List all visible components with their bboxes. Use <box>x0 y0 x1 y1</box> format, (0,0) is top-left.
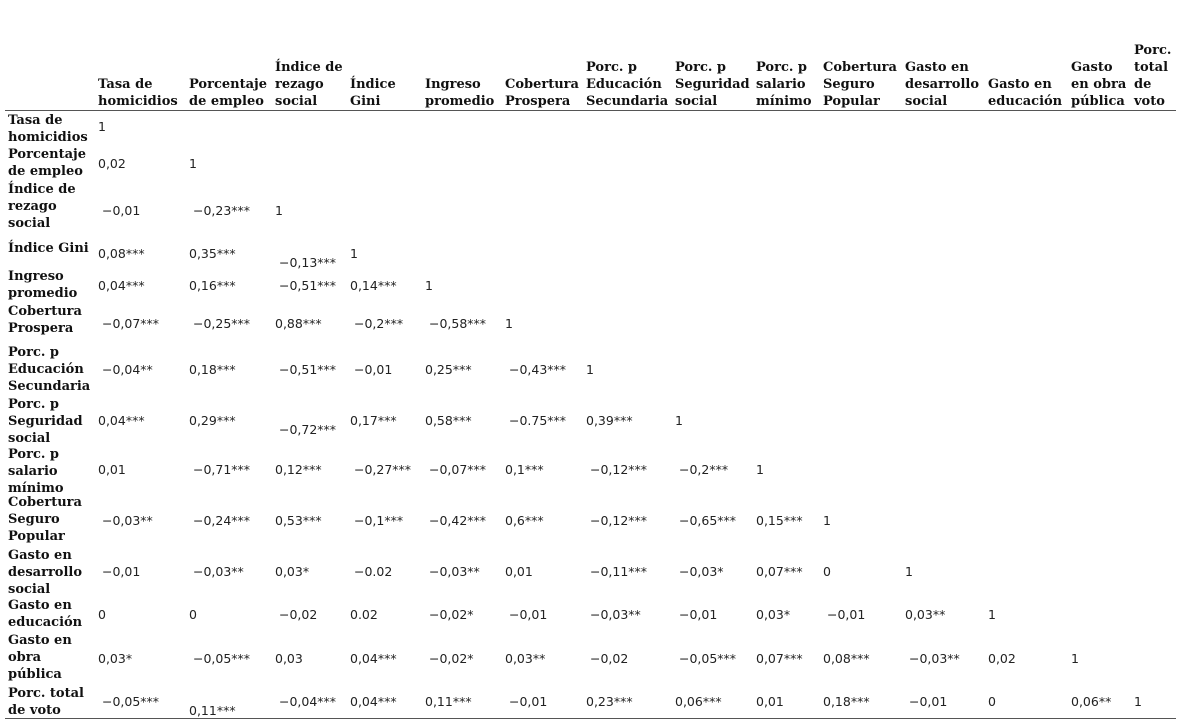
table-cell: 1 <box>350 246 358 261</box>
table-cell: −0,01 <box>509 607 548 622</box>
table-cell: 0,29*** <box>189 413 236 428</box>
table-cell: 0,03** <box>505 651 546 666</box>
table-cell: −0,42*** <box>429 513 487 528</box>
row-label: Índice Gini <box>8 241 89 256</box>
table-cell: −0,03** <box>590 607 641 622</box>
column-header: Gasto en educación <box>988 77 1063 109</box>
table-cell: −0,25*** <box>193 316 251 331</box>
table-cell: 0,07*** <box>756 651 803 666</box>
row-label: Porc. total de voto <box>8 686 84 718</box>
table-cell: −0,51*** <box>279 362 337 377</box>
table-cell: −0,13*** <box>279 255 337 270</box>
table-cell: −0.02 <box>354 564 393 579</box>
row-label: Gasto en educación <box>8 598 83 630</box>
table-cell: 0,03* <box>756 607 791 622</box>
row-label: Porc. p Seguridad social <box>8 397 83 446</box>
table-cell: 0,12*** <box>275 462 322 477</box>
table-cell: 0,16*** <box>189 278 236 293</box>
table-cell: −0,43*** <box>509 362 567 377</box>
table-cell: 0.02 <box>350 607 378 622</box>
column-header: Índice de rezago social <box>275 60 343 109</box>
table-cell: −0,1*** <box>354 513 404 528</box>
table-cell: 1 <box>275 203 283 218</box>
table-cell: 0,1*** <box>505 462 544 477</box>
table-cell: 1 <box>823 513 831 528</box>
column-header: Cobertura Seguro Popular <box>823 60 897 109</box>
table-cell: −0,01 <box>354 362 393 377</box>
table-cell: −0,05*** <box>679 651 737 666</box>
column-header: Porc. p Educación Secundaria <box>586 60 669 109</box>
row-label: Ingreso promedio <box>8 269 78 301</box>
table-cell: −0,11*** <box>590 564 648 579</box>
table-cell: 0,03 <box>275 651 303 666</box>
column-header: Ingreso promedio <box>425 77 495 109</box>
row-label: Porcentaje de empleo <box>8 147 86 179</box>
row-label: Porc. p Educación Secundaria <box>8 345 91 394</box>
table-cell: −0,05*** <box>193 651 251 666</box>
table-cell: 0,01 <box>756 694 784 709</box>
table-cell: 0,03* <box>275 564 310 579</box>
table-cell: −0,03** <box>429 564 480 579</box>
table-cell: 0 <box>189 607 197 622</box>
table-cell: 0,01 <box>505 564 533 579</box>
table-cell: 0,06*** <box>675 694 722 709</box>
table-cell: 0,06** <box>1071 694 1112 709</box>
table-cell: −0,07*** <box>429 462 487 477</box>
column-header: Porcentaje de empleo <box>189 77 267 109</box>
table-cell: 0,14*** <box>350 278 397 293</box>
table-cell: 0,18*** <box>823 694 870 709</box>
table-cell: −0,2*** <box>354 316 404 331</box>
table-cell: −0,01 <box>827 607 866 622</box>
table-cell: −0,03** <box>102 513 153 528</box>
row-label: Cobertura Prospera <box>8 304 82 336</box>
row-label: Cobertura Seguro Popular <box>8 495 82 544</box>
table-cell: −0,03* <box>679 564 724 579</box>
row-label: Gasto en desarrollo social <box>8 548 83 597</box>
table-cell: −0,02* <box>429 607 474 622</box>
table-cell: −0,03** <box>193 564 244 579</box>
row-label: Gasto en obra pública <box>8 633 72 682</box>
table-cell: 0,11*** <box>425 694 472 709</box>
table-cell: 0,25*** <box>425 362 472 377</box>
table-cell: −0,01 <box>509 694 548 709</box>
table-cell: 0,01 <box>98 462 126 477</box>
table-cell: 0,11*** <box>189 703 236 718</box>
table-cell: 0,08*** <box>823 651 870 666</box>
table-cell: 0,07*** <box>756 564 803 579</box>
table-cell: −0,65*** <box>679 513 737 528</box>
table-cell: 0,6*** <box>505 513 544 528</box>
header-rule <box>5 110 1176 111</box>
table-cell: −0,27*** <box>354 462 412 477</box>
table-cell: 0,18*** <box>189 362 236 377</box>
table-cell: −0,02 <box>590 651 629 666</box>
table-cell: 1 <box>505 316 513 331</box>
table-cell: 0,03* <box>98 651 133 666</box>
table-cell: 1 <box>189 156 197 171</box>
table-cell: −0,51*** <box>279 278 337 293</box>
table-cell: −0,02 <box>279 607 318 622</box>
table-cell: −0,05*** <box>102 694 160 709</box>
table-cell: −0,24*** <box>193 513 251 528</box>
table-cell: 0,88*** <box>275 316 322 331</box>
table-cell: 1 <box>756 462 764 477</box>
table-cell: −0,02* <box>429 651 474 666</box>
table-cell: 0,04*** <box>350 651 397 666</box>
table-cell: 0,02 <box>98 156 126 171</box>
table-cell: 0,02 <box>988 651 1016 666</box>
table-cell: −0,03** <box>909 651 960 666</box>
table-cell: −0,07*** <box>102 316 160 331</box>
table-cell: 0,23*** <box>586 694 633 709</box>
table-cell: −0,71*** <box>193 462 251 477</box>
table-cell: −0,04** <box>102 362 153 377</box>
table-cell: −0,23*** <box>193 203 251 218</box>
row-label: Índice de rezago social <box>8 182 76 231</box>
row-label: Porc. p salario mínimo <box>8 447 64 496</box>
table-cell: 0,17*** <box>350 413 397 428</box>
table-cell: −0,12*** <box>590 513 648 528</box>
table-cell: 0,39*** <box>586 413 633 428</box>
column-header: Cobertura Prospera <box>505 77 579 109</box>
table-cell: 0,35*** <box>189 246 236 261</box>
table-cell: 0 <box>988 694 996 709</box>
column-header: Índice Gini <box>350 77 396 109</box>
table-cell: −0,01 <box>102 203 141 218</box>
table-cell: 1 <box>988 607 996 622</box>
table-cell: 1 <box>675 413 683 428</box>
table-cell: −0,01 <box>102 564 141 579</box>
table-cell: 0,08*** <box>98 246 145 261</box>
column-header: Porc. p Seguridad social <box>675 60 750 109</box>
column-header: Tasa de homicidios <box>98 77 178 109</box>
table-cell: 1 <box>98 119 106 134</box>
column-header: Porc. total de voto <box>1134 43 1172 109</box>
table-cell: 0,53*** <box>275 513 322 528</box>
table-cell: 0,03** <box>905 607 946 622</box>
table-cell: 0,04*** <box>98 413 145 428</box>
table-cell: 0,04*** <box>350 694 397 709</box>
table-cell: 1 <box>425 278 433 293</box>
table-cell: −0,72*** <box>279 422 337 437</box>
table-cell: −0,01 <box>909 694 948 709</box>
column-header: Gasto en obra pública <box>1071 60 1127 109</box>
table-cell: −0,12*** <box>590 462 648 477</box>
table-cell: 0,15*** <box>756 513 803 528</box>
table-cell: −0,2*** <box>679 462 729 477</box>
column-header: Gasto en desarrollo social <box>905 60 980 109</box>
table-cell: 1 <box>905 564 913 579</box>
table-cell: 1 <box>586 362 594 377</box>
table-cell: −0,04*** <box>279 694 337 709</box>
table-cell: 0,04*** <box>98 278 145 293</box>
bottom-rule <box>5 718 1176 719</box>
table-cell: 0,58*** <box>425 413 472 428</box>
table-cell: 1 <box>1134 694 1142 709</box>
table-cell: 1 <box>1071 651 1079 666</box>
table-cell: −0,01 <box>679 607 718 622</box>
table-cell: 0 <box>823 564 831 579</box>
table-cell: −0.75*** <box>509 413 567 428</box>
table-cell: −0,58*** <box>429 316 487 331</box>
column-header: Porc. p salario mínimo <box>756 60 812 109</box>
row-label: Tasa de homicidios <box>8 113 88 145</box>
table-cell: 0 <box>98 607 106 622</box>
